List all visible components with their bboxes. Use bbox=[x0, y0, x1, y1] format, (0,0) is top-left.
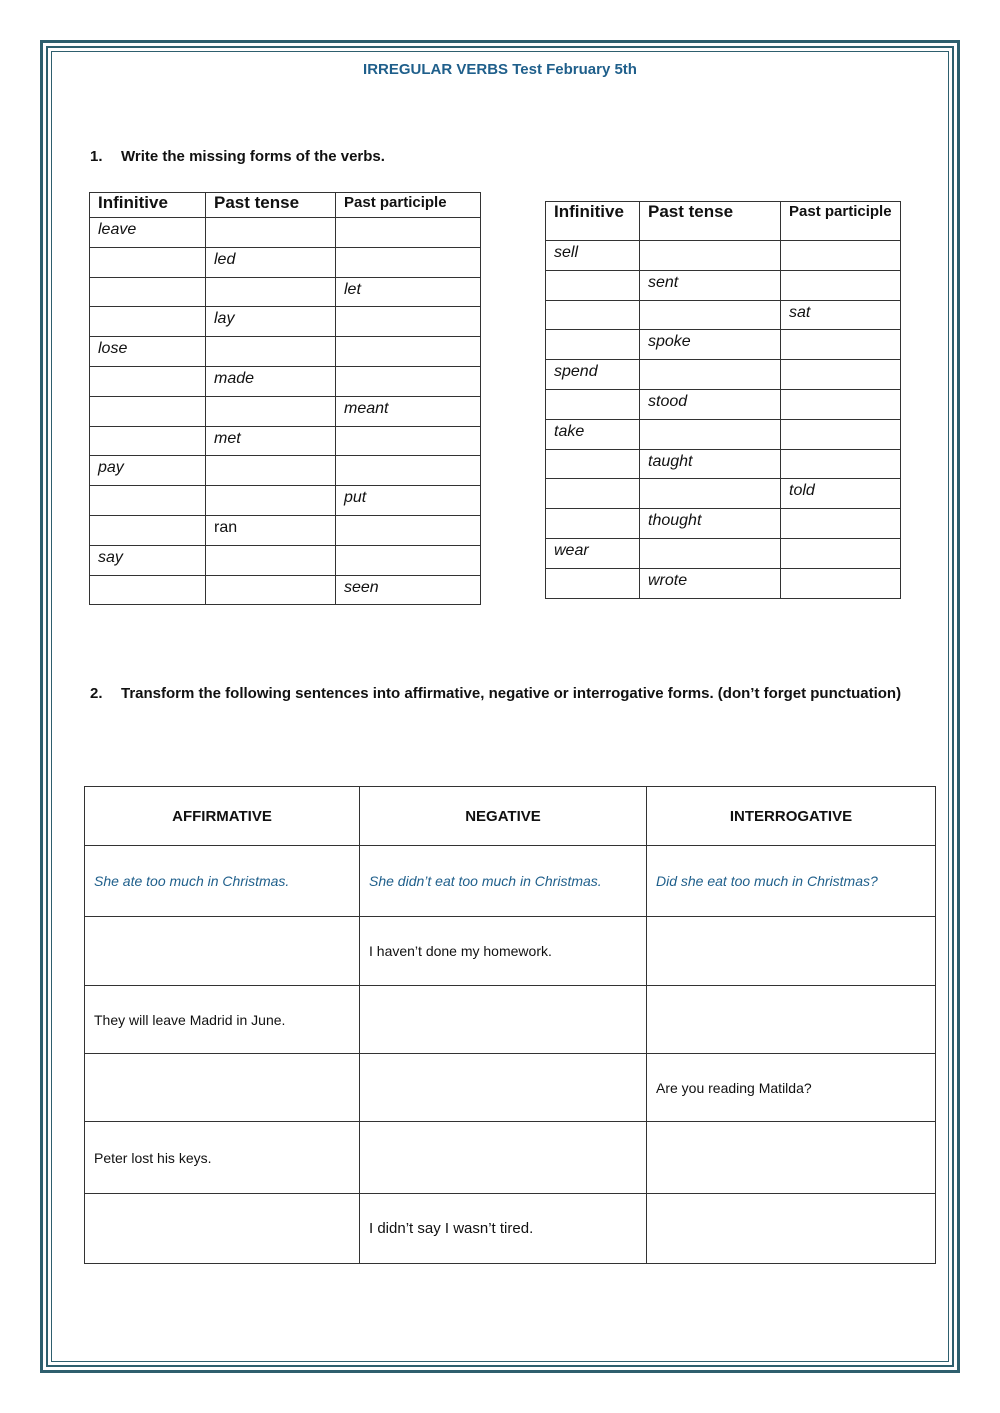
verb-form-blank[interactable] bbox=[781, 270, 901, 300]
verb-form-blank[interactable] bbox=[336, 515, 481, 545]
verb-form-blank[interactable] bbox=[546, 449, 640, 479]
header-past-tense: Past tense bbox=[206, 193, 336, 218]
transform-table bbox=[84, 786, 936, 1264]
verb-row bbox=[90, 545, 481, 575]
verb-row bbox=[90, 307, 481, 337]
verb-form-given: pay bbox=[90, 456, 206, 486]
verb-form-blank[interactable] bbox=[336, 366, 481, 396]
verb-form-blank[interactable] bbox=[546, 330, 640, 360]
example-negative: She didn’t eat too much in Christmas. bbox=[360, 846, 647, 917]
question-2-number: 2. bbox=[90, 685, 103, 702]
verb-form-blank[interactable] bbox=[640, 419, 781, 449]
verb-form-blank[interactable] bbox=[781, 538, 901, 568]
verb-form-blank[interactable] bbox=[206, 545, 336, 575]
verbs-table-right bbox=[545, 201, 901, 599]
header-interrogative: INTERROGATIVE bbox=[647, 787, 936, 846]
verb-form-blank[interactable] bbox=[90, 366, 206, 396]
verb-row bbox=[546, 419, 901, 449]
verb-form-given: lose bbox=[90, 337, 206, 367]
verb-form-given: made bbox=[206, 366, 336, 396]
verb-row bbox=[546, 360, 901, 390]
verb-row bbox=[90, 486, 481, 516]
answer-cell[interactable] bbox=[360, 986, 647, 1054]
verb-form-given: met bbox=[206, 426, 336, 456]
verb-form-given: spoke bbox=[640, 330, 781, 360]
verb-form-given: sell bbox=[546, 241, 640, 271]
verb-form-blank[interactable] bbox=[336, 218, 481, 248]
verb-form-blank[interactable] bbox=[90, 575, 206, 605]
question-2-text: Transform the following sentences into affirmative, negative or interrogative forms. (don’t forget punctuation) bbox=[121, 685, 902, 702]
header-past-participle: Past participle bbox=[336, 193, 481, 218]
verb-row bbox=[546, 241, 901, 271]
given-sentence: Peter lost his keys. bbox=[85, 1122, 360, 1194]
verb-form-given: sat bbox=[781, 300, 901, 330]
verb-form-given: sent bbox=[640, 270, 781, 300]
verb-row bbox=[546, 389, 901, 419]
verb-row bbox=[90, 247, 481, 277]
answer-cell[interactable] bbox=[85, 1054, 360, 1122]
verb-form-blank[interactable] bbox=[781, 241, 901, 271]
verb-row bbox=[546, 270, 901, 300]
header-infinitive: Infinitive bbox=[90, 193, 206, 218]
answer-cell[interactable] bbox=[647, 986, 936, 1054]
verb-form-blank[interactable] bbox=[546, 270, 640, 300]
verb-form-blank[interactable] bbox=[206, 396, 336, 426]
verb-row bbox=[546, 330, 901, 360]
given-sentence: They will leave Madrid in June. bbox=[85, 986, 360, 1054]
verb-form-blank[interactable] bbox=[781, 360, 901, 390]
verb-form-blank[interactable] bbox=[206, 277, 336, 307]
verb-form-blank[interactable] bbox=[546, 479, 640, 509]
verb-form-given: ran bbox=[206, 515, 336, 545]
verb-form-blank[interactable] bbox=[546, 509, 640, 539]
header-negative: NEGATIVE bbox=[360, 787, 647, 846]
verb-form-given: meant bbox=[336, 396, 481, 426]
verb-form-blank[interactable] bbox=[90, 426, 206, 456]
verb-form-blank[interactable] bbox=[206, 218, 336, 248]
verb-row bbox=[90, 218, 481, 248]
header-affirmative: AFFIRMATIVE bbox=[85, 787, 360, 846]
verbs-table-left bbox=[89, 192, 481, 605]
verb-row bbox=[90, 337, 481, 367]
answer-cell[interactable] bbox=[360, 1054, 647, 1122]
verb-form-blank[interactable] bbox=[640, 300, 781, 330]
given-sentence: I haven’t done my homework. bbox=[360, 917, 647, 986]
verb-form-given: lay bbox=[206, 307, 336, 337]
verb-form-given: led bbox=[206, 247, 336, 277]
verb-form-blank[interactable] bbox=[336, 456, 481, 486]
verb-row bbox=[546, 509, 901, 539]
table-row bbox=[85, 1122, 936, 1194]
verb-form-blank[interactable] bbox=[336, 426, 481, 456]
verb-form-blank[interactable] bbox=[781, 330, 901, 360]
verb-form-blank[interactable] bbox=[781, 509, 901, 539]
answer-cell[interactable] bbox=[647, 1122, 936, 1194]
verb-form-given: seen bbox=[336, 575, 481, 605]
verb-form-given: thought bbox=[640, 509, 781, 539]
question-2 bbox=[90, 681, 910, 707]
verb-form-given: say bbox=[90, 545, 206, 575]
table-row bbox=[85, 917, 936, 986]
verb-form-blank[interactable] bbox=[90, 307, 206, 337]
verb-form-blank[interactable] bbox=[781, 568, 901, 598]
table-row bbox=[85, 1054, 936, 1122]
answer-cell[interactable] bbox=[85, 1194, 360, 1264]
verb-form-blank[interactable] bbox=[90, 277, 206, 307]
question-1 bbox=[90, 144, 910, 170]
example-interrogative: Did she eat too much in Christmas? bbox=[647, 846, 936, 917]
verb-row bbox=[90, 426, 481, 456]
verb-row bbox=[546, 300, 901, 330]
verb-row bbox=[90, 396, 481, 426]
verb-row bbox=[546, 449, 901, 479]
verb-form-given: take bbox=[546, 419, 640, 449]
verb-form-blank[interactable] bbox=[336, 247, 481, 277]
verb-form-given: taught bbox=[640, 449, 781, 479]
verb-form-blank[interactable] bbox=[206, 575, 336, 605]
answer-cell[interactable] bbox=[360, 1122, 647, 1194]
verb-row bbox=[90, 456, 481, 486]
answer-cell[interactable] bbox=[647, 917, 936, 986]
table-row bbox=[85, 1194, 936, 1264]
verb-form-blank[interactable] bbox=[206, 337, 336, 367]
verb-form-blank[interactable] bbox=[640, 360, 781, 390]
verb-form-blank[interactable] bbox=[546, 300, 640, 330]
verb-form-blank[interactable] bbox=[336, 337, 481, 367]
verb-row bbox=[90, 366, 481, 396]
verb-row bbox=[546, 479, 901, 509]
verb-form-blank[interactable] bbox=[546, 568, 640, 598]
verb-form-blank[interactable] bbox=[640, 479, 781, 509]
example-row bbox=[85, 846, 936, 917]
given-sentence: Are you reading Matilda? bbox=[647, 1054, 936, 1122]
answer-cell[interactable] bbox=[85, 917, 360, 986]
verb-form-given: spend bbox=[546, 360, 640, 390]
verb-form-blank[interactable] bbox=[336, 307, 481, 337]
verb-form-given: wrote bbox=[640, 568, 781, 598]
verb-row bbox=[90, 575, 481, 605]
verb-form-given: let bbox=[336, 277, 481, 307]
verb-form-blank[interactable] bbox=[90, 247, 206, 277]
verb-form-blank[interactable] bbox=[90, 396, 206, 426]
verb-row bbox=[90, 515, 481, 545]
header-past-tense: Past tense bbox=[640, 202, 781, 241]
verb-form-blank[interactable] bbox=[781, 449, 901, 479]
question-1-text: Write the missing forms of the verbs. bbox=[121, 148, 385, 165]
question-1-number: 1. bbox=[90, 148, 103, 165]
verb-form-blank[interactable] bbox=[90, 486, 206, 516]
verb-row bbox=[546, 568, 901, 598]
verb-form-given: told bbox=[781, 479, 901, 509]
verb-form-given: stood bbox=[640, 389, 781, 419]
answer-cell[interactable] bbox=[647, 1194, 936, 1264]
verb-form-blank[interactable] bbox=[640, 241, 781, 271]
header-infinitive: Infinitive bbox=[546, 202, 640, 241]
page-title: IRREGULAR VERBS Test February 5th bbox=[363, 61, 637, 78]
verb-form-blank[interactable] bbox=[206, 486, 336, 516]
verb-form-blank[interactable] bbox=[90, 515, 206, 545]
verb-form-given: wear bbox=[546, 538, 640, 568]
given-sentence: I didn’t say I wasn’t tired. bbox=[360, 1194, 647, 1264]
verb-row bbox=[90, 277, 481, 307]
verb-form-blank[interactable] bbox=[640, 538, 781, 568]
verb-form-given: put bbox=[336, 486, 481, 516]
verb-form-blank[interactable] bbox=[781, 419, 901, 449]
verb-form-blank[interactable] bbox=[781, 389, 901, 419]
verb-row bbox=[546, 538, 901, 568]
verb-form-blank[interactable] bbox=[546, 389, 640, 419]
header-past-participle: Past participle bbox=[781, 202, 901, 241]
verb-form-blank[interactable] bbox=[336, 545, 481, 575]
verb-form-blank[interactable] bbox=[206, 456, 336, 486]
verb-form-given: leave bbox=[90, 218, 206, 248]
table-row bbox=[85, 986, 936, 1054]
example-affirmative: She ate too much in Christmas. bbox=[85, 846, 360, 917]
